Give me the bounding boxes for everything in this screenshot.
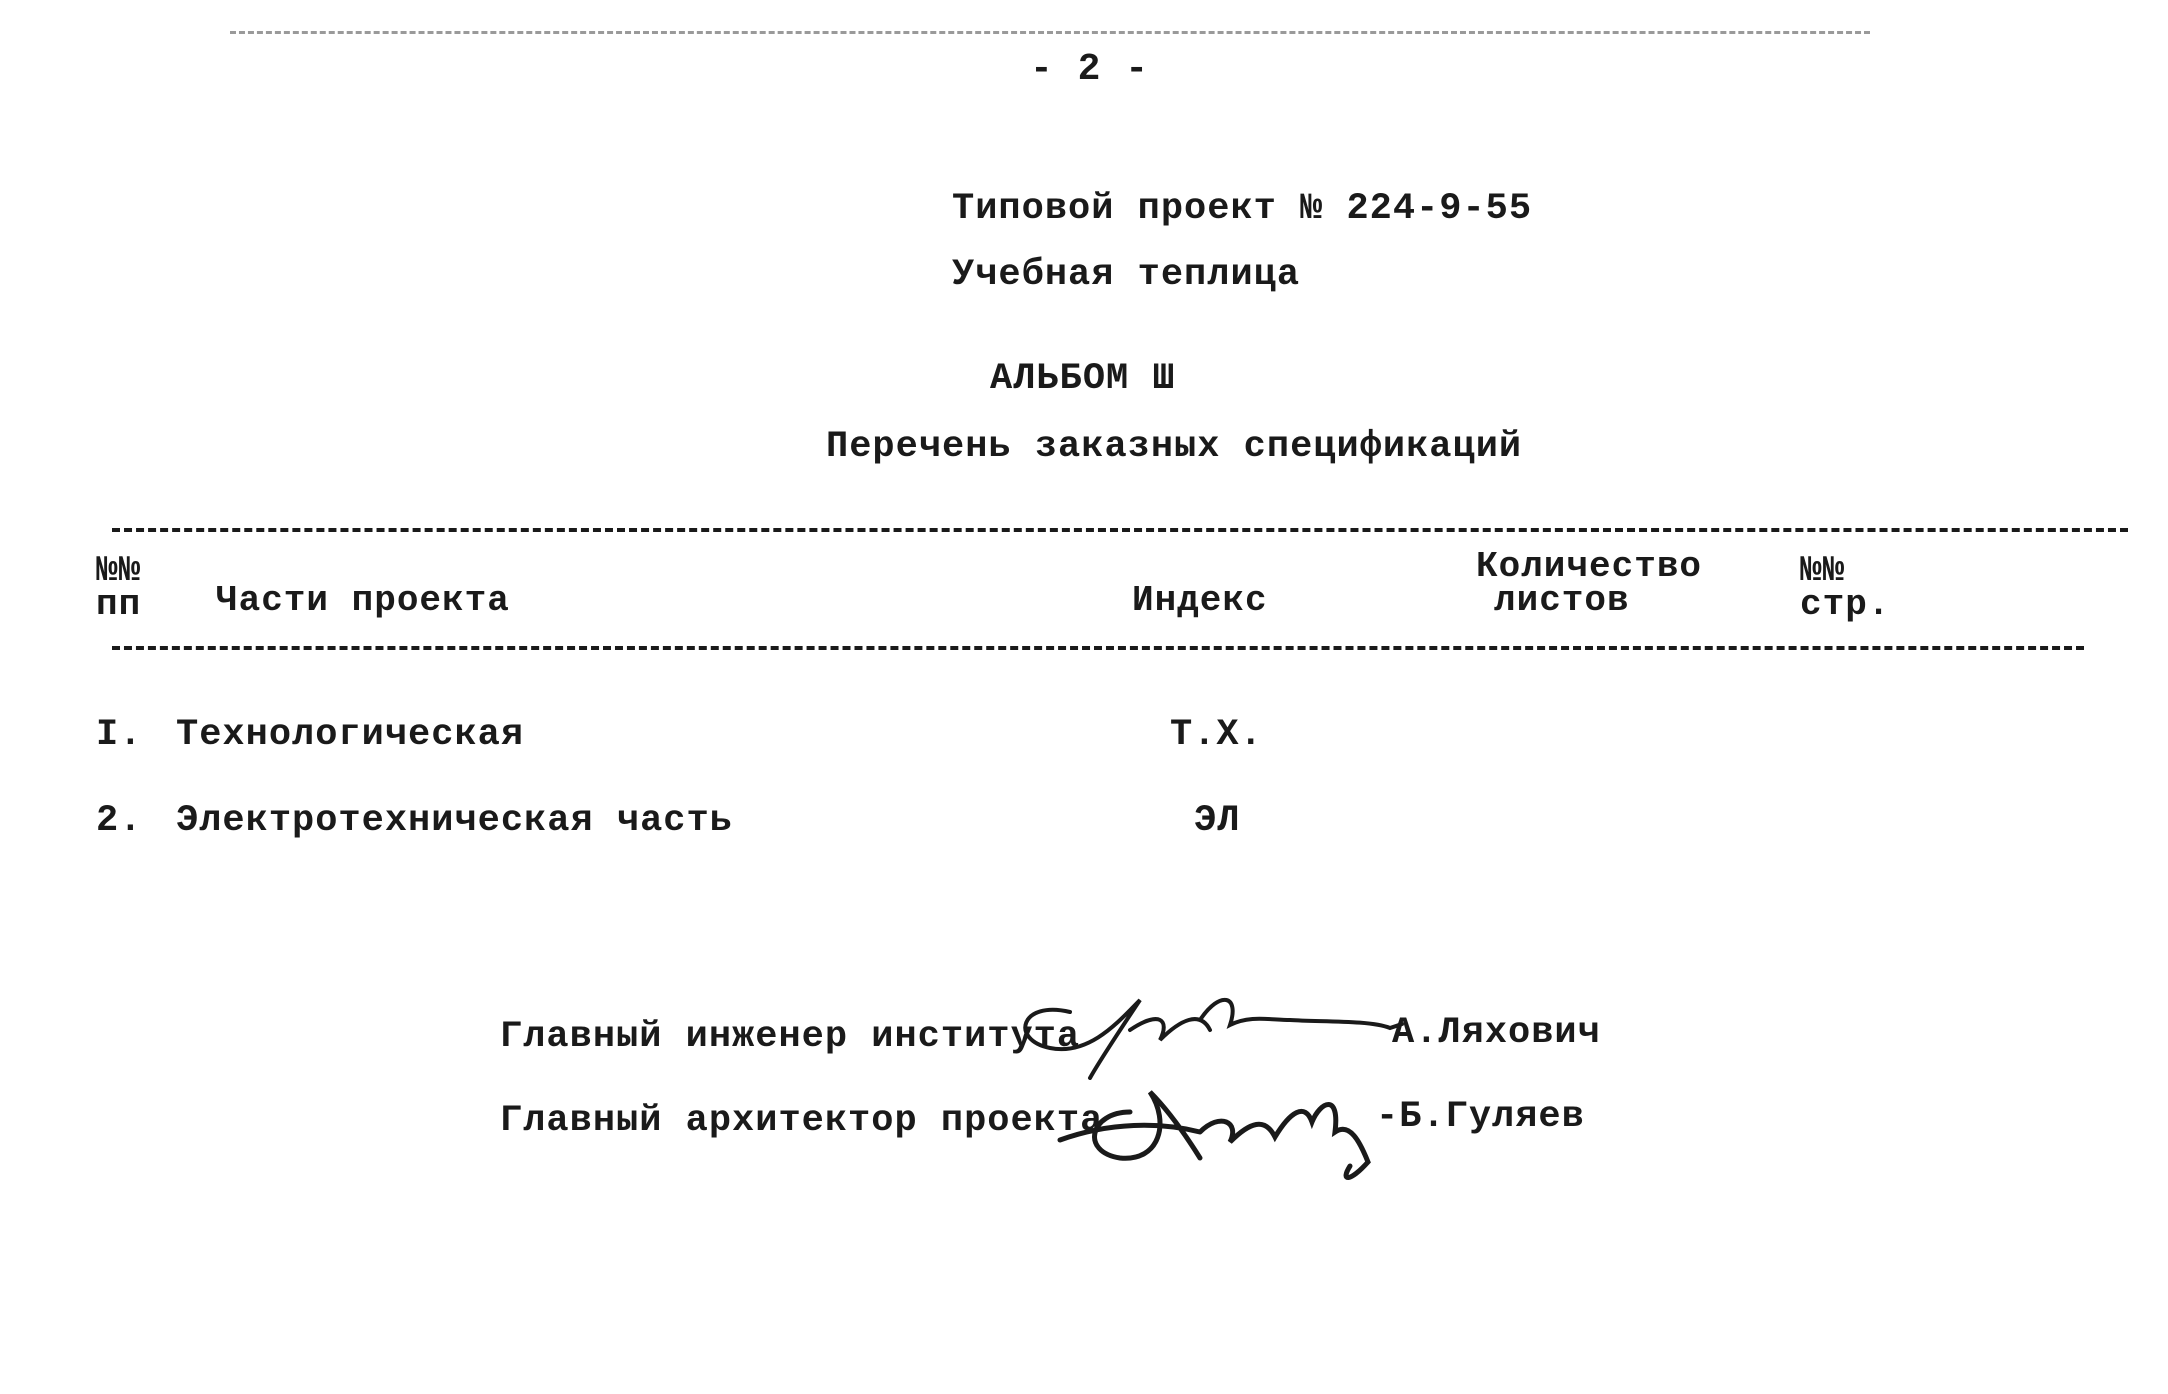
table-top-rule (112, 528, 2128, 532)
list-title: Перечень заказных спецификаций (826, 426, 1523, 468)
row-index: Т.Х. (1170, 714, 1263, 756)
signature-role-architect: Главный архитектор проекта (500, 1100, 1104, 1142)
col-parts: Части проекта (216, 580, 510, 621)
project-number: Типовой проект № 224-9-55 (952, 188, 1533, 230)
row-part: Электротехническая часть (176, 800, 733, 842)
col-page-top: №№ (1800, 550, 1846, 591)
signature-name-architect: -Б.Гуляев (1376, 1096, 1585, 1138)
table-header-rule (112, 646, 2084, 650)
signature-architect (1050, 1062, 1390, 1182)
row-part: Технологическая (176, 714, 525, 756)
col-sheets-top: Количество (1476, 546, 1703, 587)
col-page-bottom: стр. (1800, 584, 1891, 625)
signature-role-engineer: Главный инженер института (500, 1016, 1081, 1058)
row-number: I. (96, 714, 143, 756)
signature-name-engineer: А.Ляхович (1392, 1012, 1601, 1054)
page-number: - 2 - (1030, 48, 1150, 91)
album-title: АЛЬБОМ Ш (990, 358, 1176, 400)
col-index: Индекс (1132, 580, 1268, 621)
col-num-top: №№ (96, 550, 142, 591)
col-num-bottom: пп (96, 584, 142, 625)
col-sheets-bottom: листов (1494, 580, 1630, 621)
row-index: ЭЛ (1194, 800, 1241, 842)
row-number: 2. (96, 800, 143, 842)
project-name: Учебная теплица (952, 254, 1301, 296)
top-scan-rule (230, 31, 1870, 34)
